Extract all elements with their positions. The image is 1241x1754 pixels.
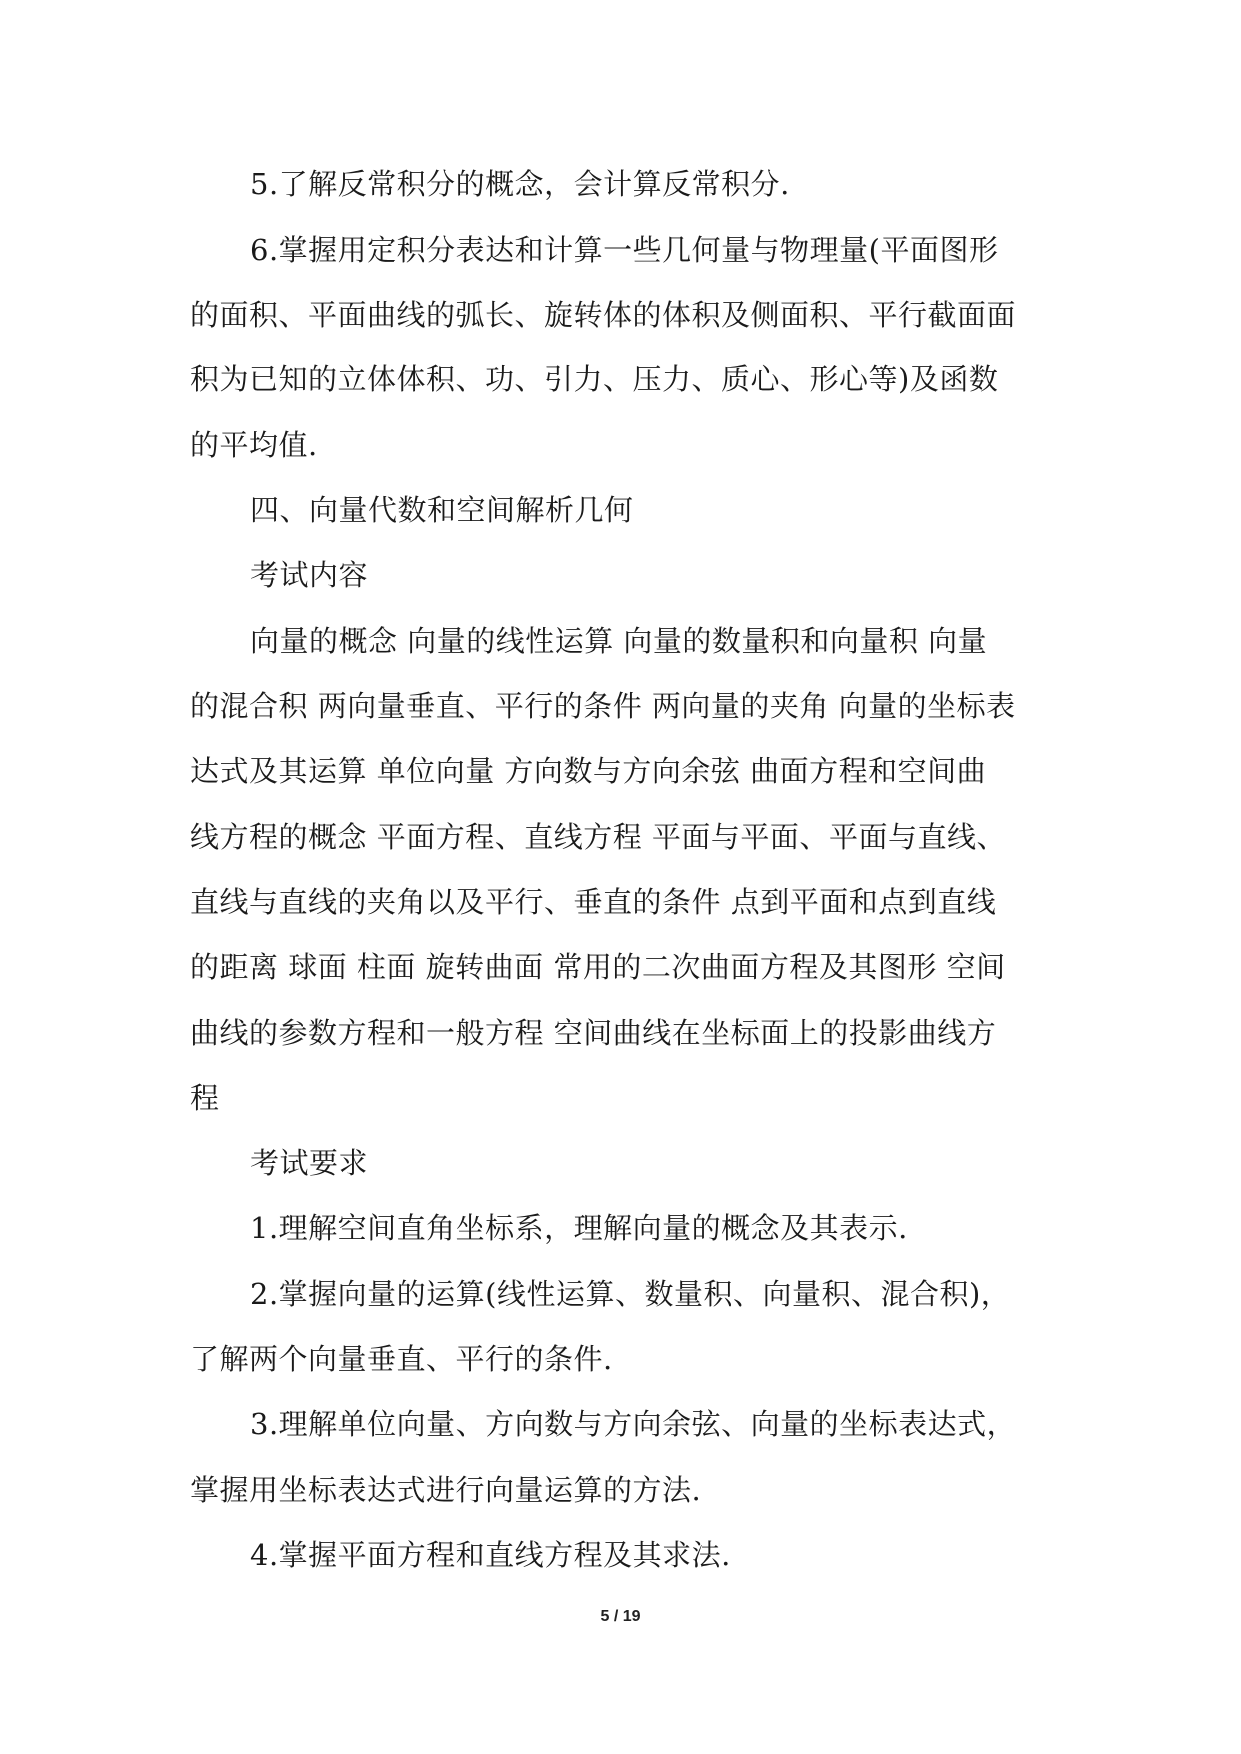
subheading: 考试要求: [250, 1146, 369, 1180]
text-line: 的面积、平面曲线的弧长、旋转体的体积及侧面积、平行截面面: [190, 298, 1017, 332]
text-line: 的平均值.: [190, 428, 318, 462]
text-line: 的距离 球面 柱面 旋转曲面 常用的二次曲面方程及其图形 空间: [190, 950, 1006, 984]
text-line: 积为已知的立体体积、功、引力、压力、质心、形心等)及函数: [190, 362, 999, 396]
text-line: 向量的概念 向量的线性运算 向量的数量积和向量积 向量: [250, 624, 988, 658]
text-line: 1.理解空间直角坐标系，理解向量的概念及其表示.: [250, 1211, 908, 1245]
text-line: 4.掌握平面方程和直线方程及其求法.: [250, 1538, 731, 1572]
text-line: 达式及其运算 单位向量 方向数与方向余弦 曲面方程和空间曲: [190, 754, 987, 788]
text-line: 2.掌握向量的运算(线性运算、数量积、向量积、混合积)，: [250, 1277, 1011, 1311]
text-line: 线方程的概念 平面方程、直线方程 平面与平面、平面与直线、: [190, 820, 1006, 854]
text-line: 程: [190, 1081, 220, 1115]
text-line: 直线与直线的夹角以及平行、垂直的条件 点到平面和点到直线: [190, 885, 997, 919]
page-number: 5 / 19: [600, 1608, 641, 1625]
section-heading: 四、向量代数和空间解析几何: [250, 493, 634, 527]
text-line: 了解两个向量垂直、平行的条件.: [190, 1342, 613, 1376]
text-line: 3.理解单位向量、方向数与方向余弦、向量的坐标表达式，: [250, 1407, 1017, 1441]
text-line: 掌握用坐标表达式进行向量运算的方法.: [190, 1473, 702, 1507]
subheading: 考试内容: [250, 558, 369, 592]
text-line: 的混合积 两向量垂直、平行的条件 两向量的夹角 向量的坐标表: [190, 689, 1016, 723]
text-line: 曲线的参数方程和一般方程 空间曲线在坐标面上的投影曲线方: [190, 1016, 997, 1050]
text-line: 5.了解反常积分的概念，会计算反常积分.: [250, 167, 790, 201]
text-line: 6.掌握用定积分表达和计算一些几何量与物理量(平面图形: [250, 233, 999, 267]
